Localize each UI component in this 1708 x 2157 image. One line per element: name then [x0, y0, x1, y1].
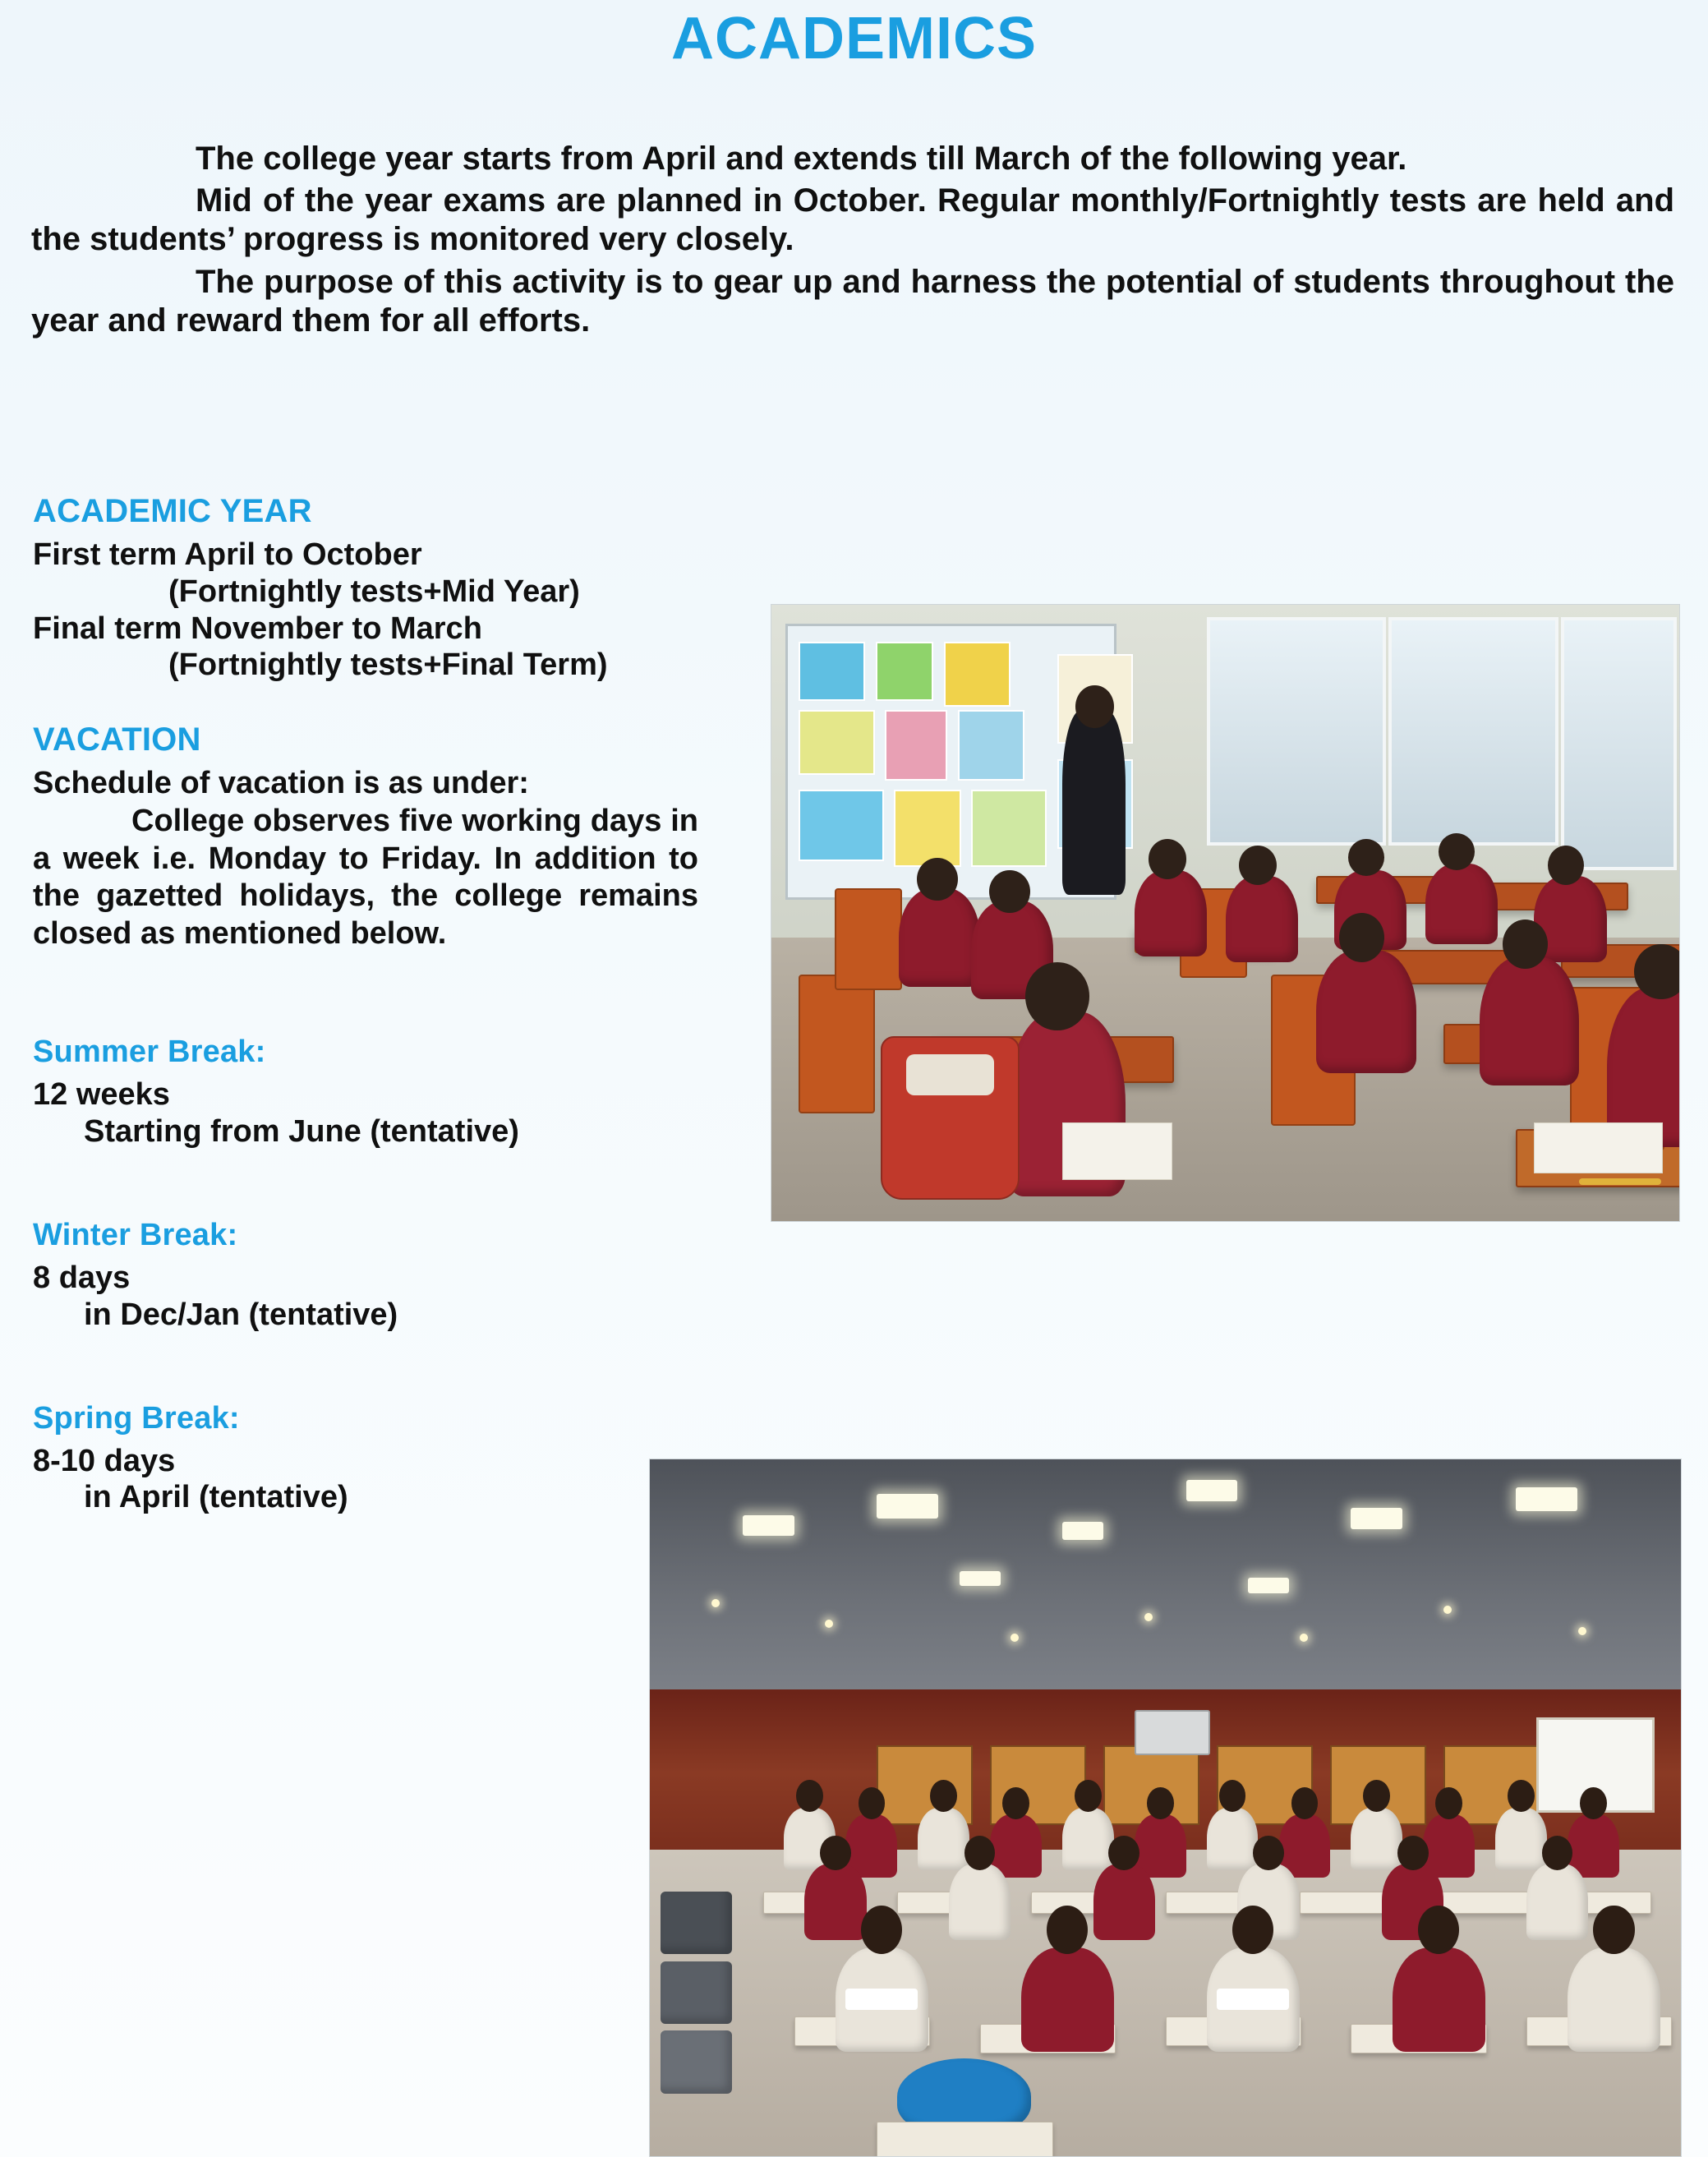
ceiling-light-3 [1062, 1522, 1103, 1540]
student-3-head [1149, 839, 1186, 879]
intro-text-2: Mid of the year exams are planned in October. Regular monthly/Fortnightly tests are held and the students’ progress is monitored very closely. [31, 182, 1674, 258]
wall-chart-3 [944, 642, 1011, 707]
student-1 [899, 888, 980, 987]
exam-student-b11 [1495, 1808, 1547, 1870]
intro-paragraph-3 [31, 263, 1674, 340]
exam-student-b2-head [859, 1787, 886, 1819]
notebook-paper-2 [1534, 1122, 1663, 1173]
exam-student-b4-head [1002, 1787, 1029, 1819]
bag-strap [906, 1054, 993, 1096]
exam-student-f2 [1021, 1947, 1114, 2052]
exam-student-b9-head [1363, 1780, 1390, 1812]
vacation-paragraph-2 [33, 803, 698, 952]
exam-student-b5-head [1075, 1780, 1102, 1812]
ceiling-light-8 [1248, 1578, 1289, 1593]
academic-year-line-3: Final term November to March [33, 611, 482, 646]
spring-break-line-2: in April (tentative) [84, 1480, 348, 1515]
exam-student-f5-head [1593, 1906, 1634, 1954]
exam-student-b3-head [930, 1780, 957, 1812]
exam-student-f3-scarf [1217, 1989, 1289, 2009]
winter-break-line-2: in Dec/Jan (tentative) [84, 1297, 398, 1332]
chair-2 [835, 888, 901, 990]
exam-student-f4-head [1418, 1906, 1459, 1954]
exam-student-b10-head [1435, 1787, 1462, 1819]
exam-student-b5 [1062, 1808, 1114, 1870]
exam-student-m1 [804, 1864, 866, 1940]
wall-chart-1 [799, 642, 865, 701]
wall-chart-5 [885, 710, 947, 781]
exam-student-b3 [918, 1808, 969, 1870]
student-9 [1480, 956, 1580, 1086]
exam-student-m1-head [820, 1836, 851, 1870]
ceiling-light-5 [1351, 1508, 1402, 1528]
section-winter-break [33, 1218, 723, 1334]
classroom-window-3 [1561, 617, 1677, 870]
exam-student-m6 [1526, 1864, 1588, 1940]
exam-hall-photo-content [650, 1459, 1681, 2156]
academic-year-line-4: (Fortnightly tests+Final Term) [168, 648, 608, 683]
spacer [33, 990, 723, 1035]
exam-student-f2-head [1047, 1906, 1088, 1954]
intro-paragraph-1 [31, 140, 1674, 178]
classroom-window-1 [1207, 617, 1386, 846]
ceiling-light-2 [877, 1494, 938, 1519]
exam-student-f3-head [1232, 1906, 1273, 1954]
exam-student-f5 [1568, 1947, 1660, 2052]
notebook-paper-1 [1062, 1122, 1173, 1180]
exam-student-b9 [1351, 1808, 1402, 1870]
intro-text-3: The purpose of this activity is to gear up and harness the potential of students throughout the year and reward them for all efforts. [31, 263, 1674, 339]
intro-paragraphs [31, 140, 1674, 340]
intro-paragraph-2 [31, 182, 1674, 259]
section-heading-spring-break: Spring Break: [33, 1400, 240, 1436]
wall-chart-4 [799, 710, 874, 775]
student-6-head [1439, 833, 1475, 870]
ceiling-light-7 [960, 1571, 1001, 1587]
page-title: ACADEMICS [670, 6, 1037, 71]
school-bag [881, 1036, 1020, 1200]
exam-student-m4-head [1253, 1836, 1284, 1870]
exam-student-b11-head [1508, 1780, 1535, 1812]
classroom-photo [771, 604, 1680, 1222]
student-3 [1135, 870, 1207, 956]
spring-break-line-1: 8-10 days [33, 1443, 176, 1478]
exam-student-m3-head [1108, 1836, 1139, 1870]
academic-year-line-1: First term April to October [33, 537, 422, 572]
ceiling-spot-7 [1578, 1627, 1586, 1635]
stacked-chairs-2 [661, 1961, 733, 2024]
student-6 [1425, 864, 1498, 944]
classroom-photo-content [771, 605, 1679, 1221]
student-1-head [917, 858, 958, 901]
vacation-paragraph-2-text: College observes five working days in a week i.e. Monday to Friday. In addition to the gazetted holidays, the college remains closed as mentioned below. [33, 803, 698, 951]
exam-student-m5-head [1397, 1836, 1429, 1870]
exam-student-b1-head [796, 1780, 823, 1812]
winter-break-line-1: 8 days [33, 1260, 131, 1295]
section-heading-winter-break: Winter Break: [33, 1217, 238, 1252]
student-foreground-head [1025, 962, 1089, 1030]
student-9-head [1503, 919, 1548, 969]
section-heading-academic-year: ACADEMIC YEAR [33, 493, 312, 529]
ceiling-spot-5 [1300, 1634, 1308, 1642]
intro-text-1: The college year starts from April and extends till March of the following year. [196, 141, 1407, 177]
ceiling-spot-4 [1144, 1613, 1153, 1621]
ceiling-spot-1 [711, 1599, 720, 1607]
section-heading-vacation: VACATION [33, 721, 201, 758]
ceiling-light-4 [1186, 1480, 1238, 1500]
section-summer-break [33, 1035, 723, 1150]
wall-chart-2 [876, 642, 933, 701]
student-2-head [989, 870, 1030, 914]
section-vacation [33, 721, 723, 952]
student-8-head [1339, 913, 1384, 962]
stacked-chairs [661, 1892, 733, 1954]
exam-student-b6-head [1147, 1787, 1174, 1819]
classroom-window-2 [1388, 617, 1558, 846]
exam-student-m2 [949, 1864, 1011, 1940]
vacation-paragraph-1: Schedule of vacation is as under: [33, 766, 529, 801]
ceiling-light-1 [743, 1515, 794, 1536]
student-4 [1226, 876, 1298, 962]
exam-desk-m5 [1300, 1892, 1394, 1914]
exam-student-b8-head [1291, 1787, 1319, 1819]
teacher-head [1075, 685, 1113, 729]
exam-student-b12-head [1580, 1787, 1607, 1819]
air-conditioner [1135, 1710, 1210, 1755]
wall-chart-6 [958, 710, 1024, 781]
left-content-column [33, 493, 723, 1554]
foreground-desk [877, 2122, 1053, 2157]
wall-chart-7 [799, 790, 883, 861]
exam-student-m3 [1093, 1864, 1155, 1940]
summer-break-line-1: 12 weeks [33, 1077, 170, 1113]
teacher-figure [1062, 710, 1126, 895]
ceiling-light-6 [1516, 1487, 1577, 1511]
wall-chart-9 [971, 790, 1047, 867]
academic-year-line-2: (Fortnightly tests+Mid Year) [168, 574, 580, 609]
spacer [33, 1188, 723, 1218]
section-academic-year [33, 493, 723, 684]
exam-hall-photo [649, 1459, 1682, 2157]
exam-student-f4 [1393, 1947, 1485, 2052]
pencil [1579, 1178, 1660, 1185]
wall-chart-8 [894, 790, 960, 867]
chair-1 [799, 975, 874, 1113]
summer-break-line-2: Starting from June (tentative) [84, 1114, 519, 1150]
section-spring-break [33, 1401, 723, 1517]
spacer [33, 1371, 723, 1401]
stacked-chairs-3 [661, 2030, 733, 2093]
student-5-head [1348, 839, 1384, 876]
exam-student-b7 [1207, 1808, 1259, 1870]
exam-student-f1-scarf [845, 1989, 918, 2009]
student-8 [1316, 950, 1416, 1073]
section-heading-summer-break: Summer Break: [33, 1035, 266, 1070]
student-7-head [1548, 846, 1584, 886]
